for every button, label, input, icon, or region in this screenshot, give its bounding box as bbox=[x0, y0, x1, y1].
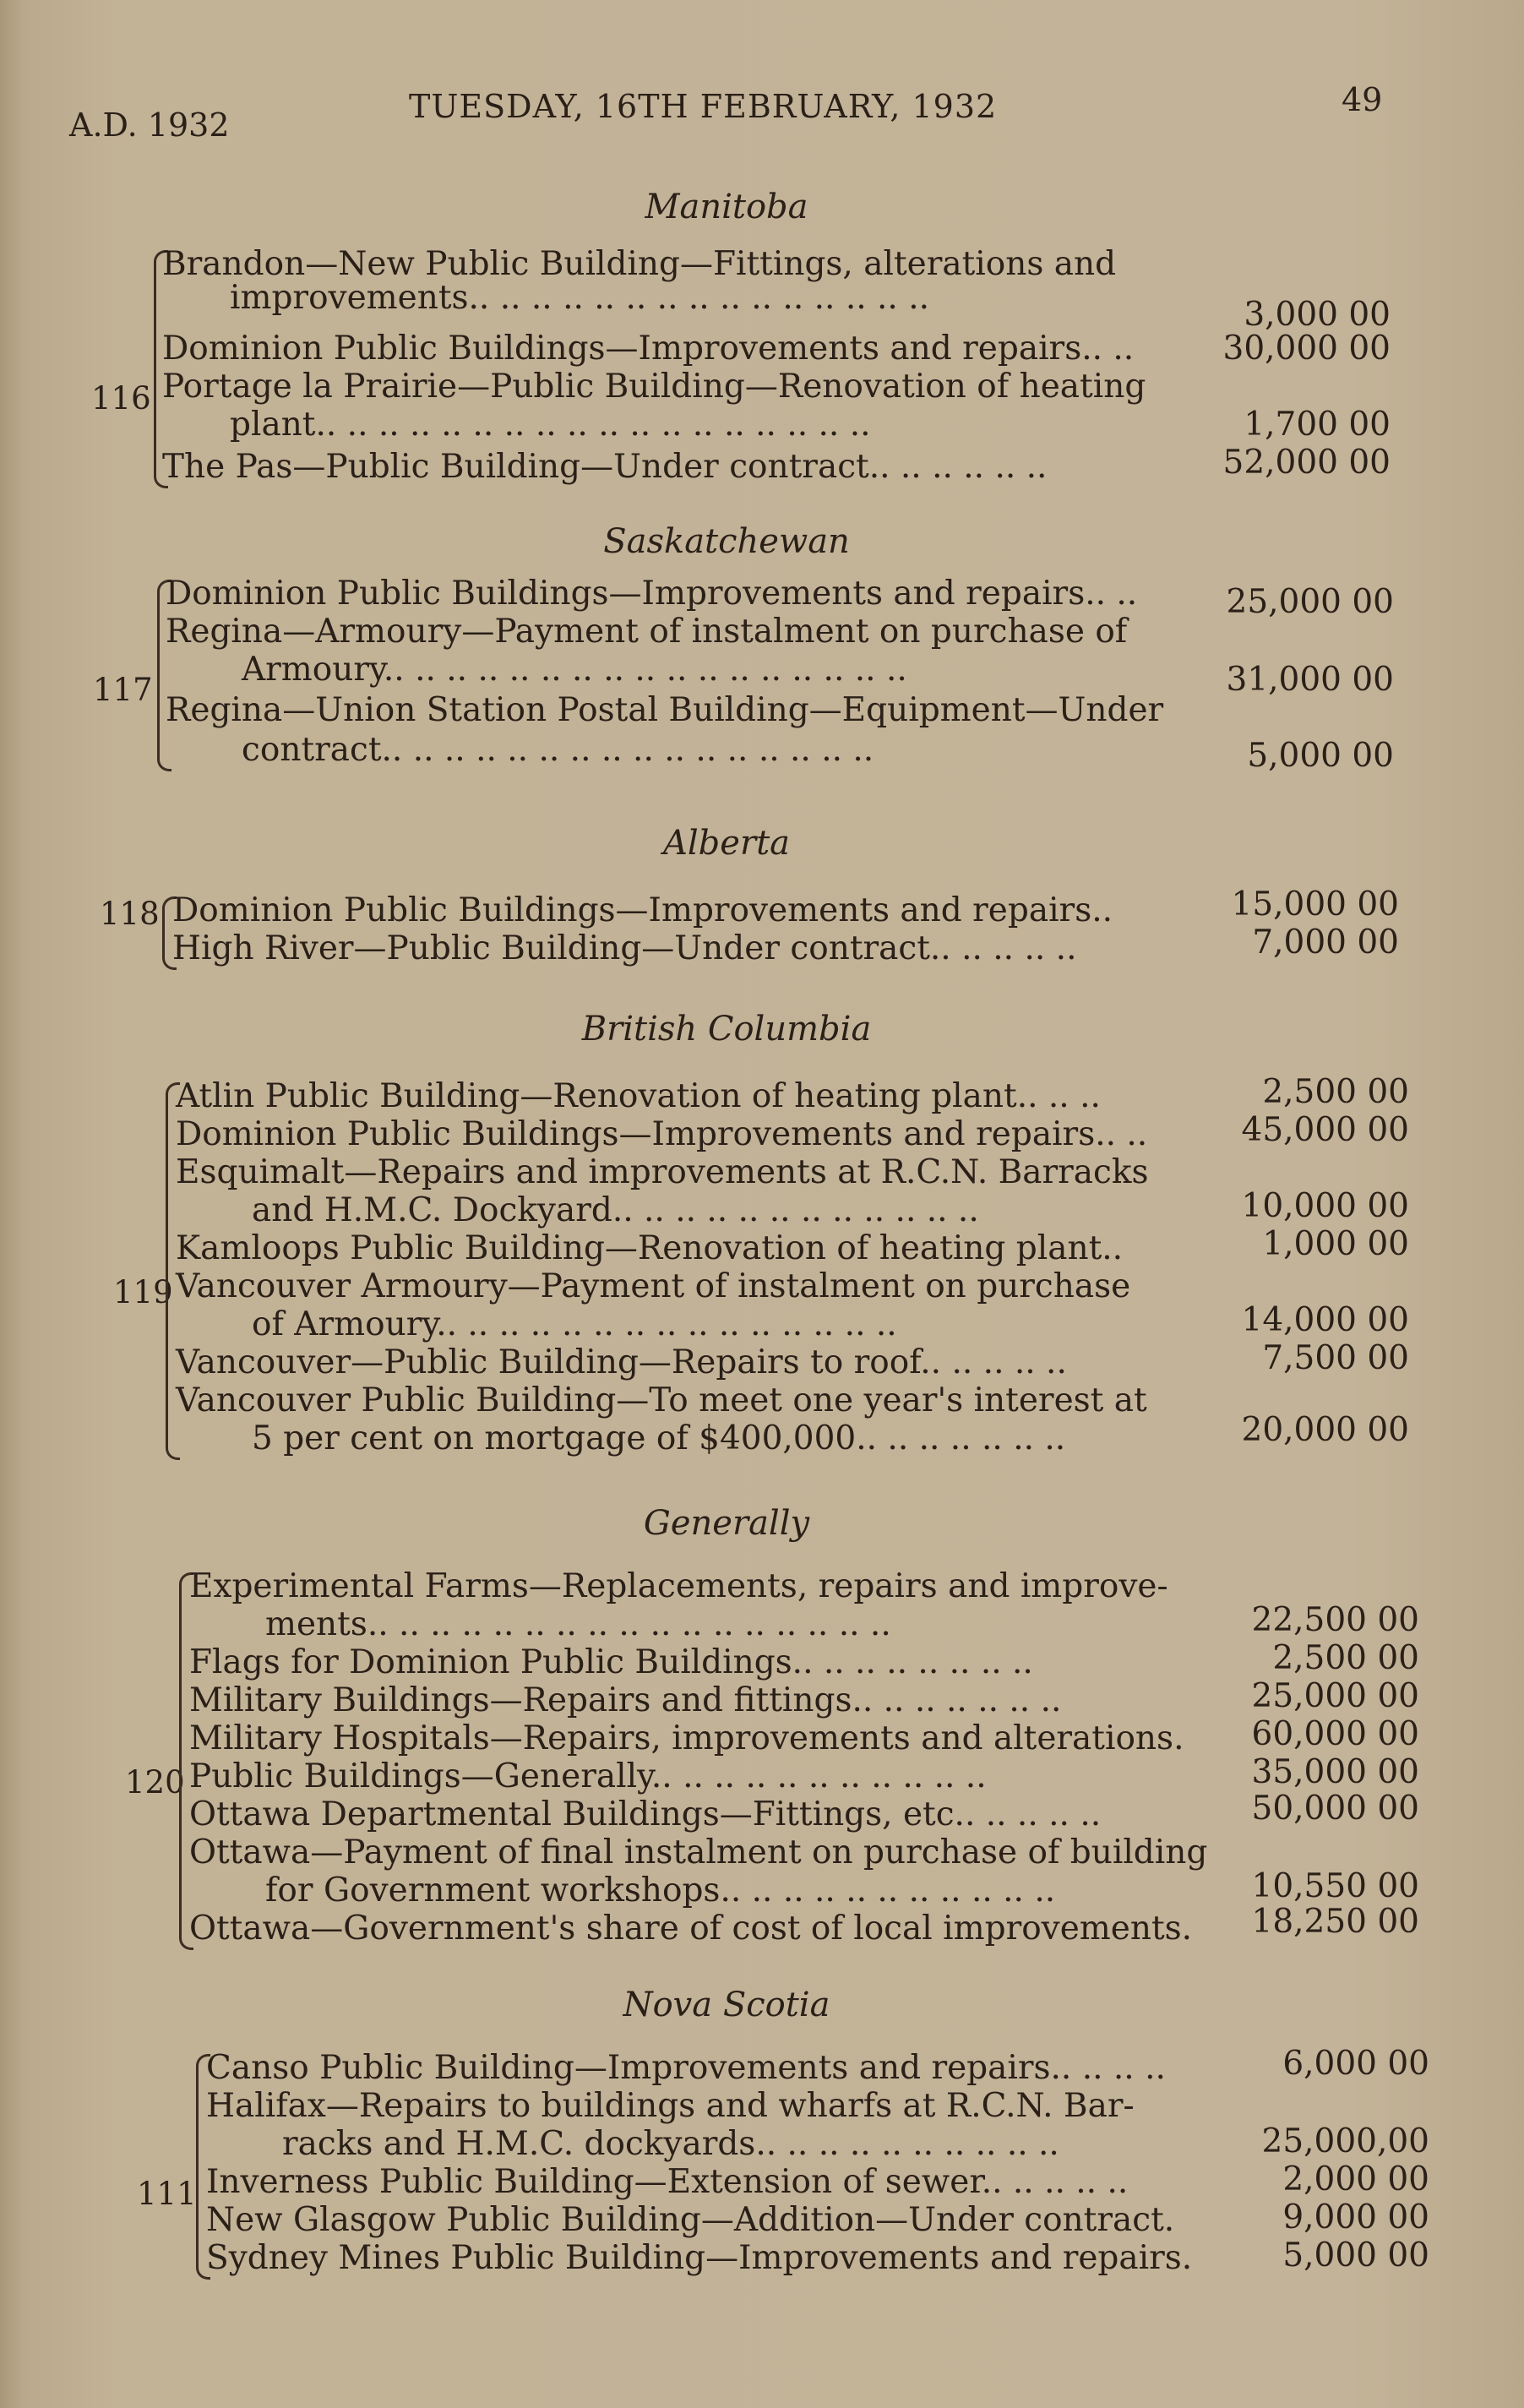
item-description: High River—Public Building—Under contract.. .. .. .. .. bbox=[172, 929, 1077, 967]
item-description: for Government workshops.. .. .. .. .. .. .. .. .. .. .. bbox=[265, 1871, 1056, 1910]
item-description: 5 per cent on mortgage of $400,000.. .. .. .. .. .. .. bbox=[252, 1419, 1066, 1457]
vote-number: 117 bbox=[93, 672, 153, 708]
item-amount: 20,000 00 bbox=[1241, 1411, 1409, 1449]
item-amount: 14,000 00 bbox=[1241, 1301, 1409, 1339]
item-description: Public Buildings—Generally.. .. .. .. .. .. .. .. .. .. .. bbox=[189, 1757, 987, 1795]
page-number: 49 bbox=[1342, 81, 1383, 118]
item-description: and H.M.C. Dockyard.. .. .. .. .. .. .. .. .. .. .. .. bbox=[252, 1191, 979, 1229]
section-title: Manitoba bbox=[645, 188, 808, 226]
item-amount: 2,000 00 bbox=[1282, 2160, 1429, 2198]
item-description: Vancouver Public Building—To meet one year's interest at bbox=[176, 1381, 1147, 1419]
item-amount: 22,500 00 bbox=[1251, 1601, 1419, 1639]
item-description: New Glasgow Public Building—Addition—Under contract. bbox=[206, 2201, 1175, 2239]
item-description: Vancouver—Public Building—Repairs to roof.. .. .. .. .. bbox=[176, 1343, 1067, 1381]
item-amount: 2,500 00 bbox=[1262, 1073, 1409, 1111]
item-description: Flags for Dominion Public Buildings.. .. .. .. .. .. .. .. bbox=[189, 1643, 1033, 1681]
section-title: Alberta bbox=[663, 824, 790, 863]
item-description: Sydney Mines Public Building—Improvements and repairs. bbox=[206, 2239, 1193, 2277]
year-label: A.D. 1932 bbox=[69, 106, 230, 144]
item-description: Ottawa—Payment of final instalment on purchase of building bbox=[189, 1833, 1208, 1871]
item-description: Armoury.. .. .. .. .. .. .. .. .. .. .. .. .. .. .. .. .. bbox=[242, 651, 907, 689]
item-description: contract.. .. .. .. .. .. .. .. .. .. .. .. .. .. .. .. bbox=[242, 731, 874, 769]
item-description: Inverness Public Building—Extension of sewer.. .. .. .. .. bbox=[206, 2163, 1129, 2201]
item-amount: 2,500 00 bbox=[1272, 1639, 1419, 1677]
item-amount: 18,250 00 bbox=[1251, 1903, 1419, 1941]
section-title: Saskatchewan bbox=[603, 522, 850, 561]
vote-number: 120 bbox=[125, 1764, 185, 1801]
item-amount: 5,000 00 bbox=[1282, 2236, 1429, 2275]
item-description: improvements.. .. .. .. .. .. .. .. .. .. .. .. .. .. .. bbox=[230, 279, 929, 317]
item-amount: 30,000 00 bbox=[1222, 330, 1391, 368]
vote-number: 118 bbox=[100, 896, 160, 932]
item-amount: 5,000 00 bbox=[1247, 737, 1394, 775]
item-description: Esquimalt—Repairs and improvements at R.C.N. Barracks bbox=[176, 1153, 1149, 1191]
item-amount: 6,000 00 bbox=[1282, 2045, 1429, 2083]
item-amount: 25,000,00 bbox=[1261, 2122, 1429, 2160]
item-description: Dominion Public Buildings—Improvements and repairs.. .. bbox=[162, 330, 1135, 368]
item-description: Dominion Public Buildings—Improvements and repairs.. bbox=[172, 891, 1113, 929]
item-description: Atlin Public Building—Renovation of heating plant.. .. .. bbox=[176, 1077, 1101, 1115]
item-amount: 1,000 00 bbox=[1262, 1225, 1409, 1263]
item-description: Military Buildings—Repairs and fittings.. .. .. .. .. .. .. bbox=[189, 1681, 1062, 1719]
item-amount: 10,550 00 bbox=[1251, 1867, 1419, 1905]
item-amount: 7,500 00 bbox=[1262, 1339, 1409, 1377]
vote-number: 116 bbox=[91, 380, 151, 417]
item-amount: 45,000 00 bbox=[1241, 1111, 1409, 1149]
section-title: Generally bbox=[643, 1504, 810, 1543]
item-description: Portage la Prairie—Public Building—Renovation of heating bbox=[162, 368, 1146, 406]
section-title: Nova Scotia bbox=[623, 1986, 830, 2024]
vote-number: 111 bbox=[137, 2176, 197, 2212]
item-amount: 15,000 00 bbox=[1231, 885, 1399, 923]
item-description: Vancouver Armoury—Payment of instalment on purchase bbox=[176, 1267, 1131, 1305]
item-description: Halifax—Repairs to buildings and wharfs at R.C.N. Bar- bbox=[206, 2087, 1135, 2125]
item-amount: 25,000 00 bbox=[1226, 583, 1394, 621]
item-description: Brandon—New Public Building—Fittings, alterations and bbox=[162, 245, 1117, 283]
item-amount: 1,700 00 bbox=[1244, 406, 1391, 444]
item-amount: 60,000 00 bbox=[1251, 1715, 1419, 1753]
vote-number: 119 bbox=[113, 1274, 173, 1310]
item-amount: 10,000 00 bbox=[1241, 1187, 1409, 1225]
item-description: of Armoury.. .. .. .. .. .. .. .. .. .. .. .. .. .. .. bbox=[252, 1305, 897, 1343]
item-description: The Pas—Public Building—Under contract.. .. .. .. .. .. bbox=[162, 448, 1048, 486]
item-description: Regina—Union Station Postal Building—Equipment—Under bbox=[166, 691, 1164, 729]
section-title: British Columbia bbox=[581, 1010, 872, 1049]
item-description: plant.. .. .. .. .. .. .. .. .. .. .. .. .. .. .. .. .. .. bbox=[230, 406, 871, 444]
item-amount: 9,000 00 bbox=[1282, 2198, 1429, 2236]
item-description: ments.. .. .. .. .. .. .. .. .. .. .. .. .. .. .. .. .. bbox=[265, 1605, 891, 1643]
item-amount: 35,000 00 bbox=[1251, 1753, 1419, 1791]
item-amount: 31,000 00 bbox=[1226, 661, 1394, 699]
item-description: Regina—Armoury—Payment of instalment on purchase of bbox=[166, 613, 1128, 651]
item-description: Dominion Public Buildings—Improvements and repairs.. .. bbox=[176, 1115, 1148, 1153]
date-title: TUESDAY, 16TH FEBRUARY, 1932 bbox=[409, 88, 998, 125]
item-description: Kamloops Public Building—Renovation of heating plant.. bbox=[176, 1229, 1124, 1267]
item-description: Ottawa—Government's share of cost of local improvements. bbox=[189, 1910, 1193, 1948]
item-description: Ottawa Departmental Buildings—Fittings, etc.. .. .. .. .. bbox=[189, 1795, 1102, 1833]
item-description: Military Hospitals—Repairs, improvements and alterations. bbox=[189, 1719, 1184, 1757]
page-header bbox=[0, 81, 1524, 144]
item-amount: 50,000 00 bbox=[1251, 1790, 1419, 1828]
item-amount: 3,000 00 bbox=[1244, 296, 1391, 334]
item-amount: 25,000 00 bbox=[1251, 1677, 1419, 1715]
item-description: Canso Public Building—Improvements and repairs.. .. .. .. bbox=[206, 2049, 1166, 2087]
item-description: Experimental Farms—Replacements, repairs and improve- bbox=[189, 1567, 1168, 1605]
item-amount: 7,000 00 bbox=[1252, 923, 1399, 962]
item-amount: 52,000 00 bbox=[1222, 444, 1391, 482]
item-description: racks and H.M.C. dockyards.. .. .. .. .. .. .. .. .. .. bbox=[282, 2125, 1059, 2163]
item-description: Dominion Public Buildings—Improvements and repairs.. .. bbox=[166, 575, 1138, 613]
